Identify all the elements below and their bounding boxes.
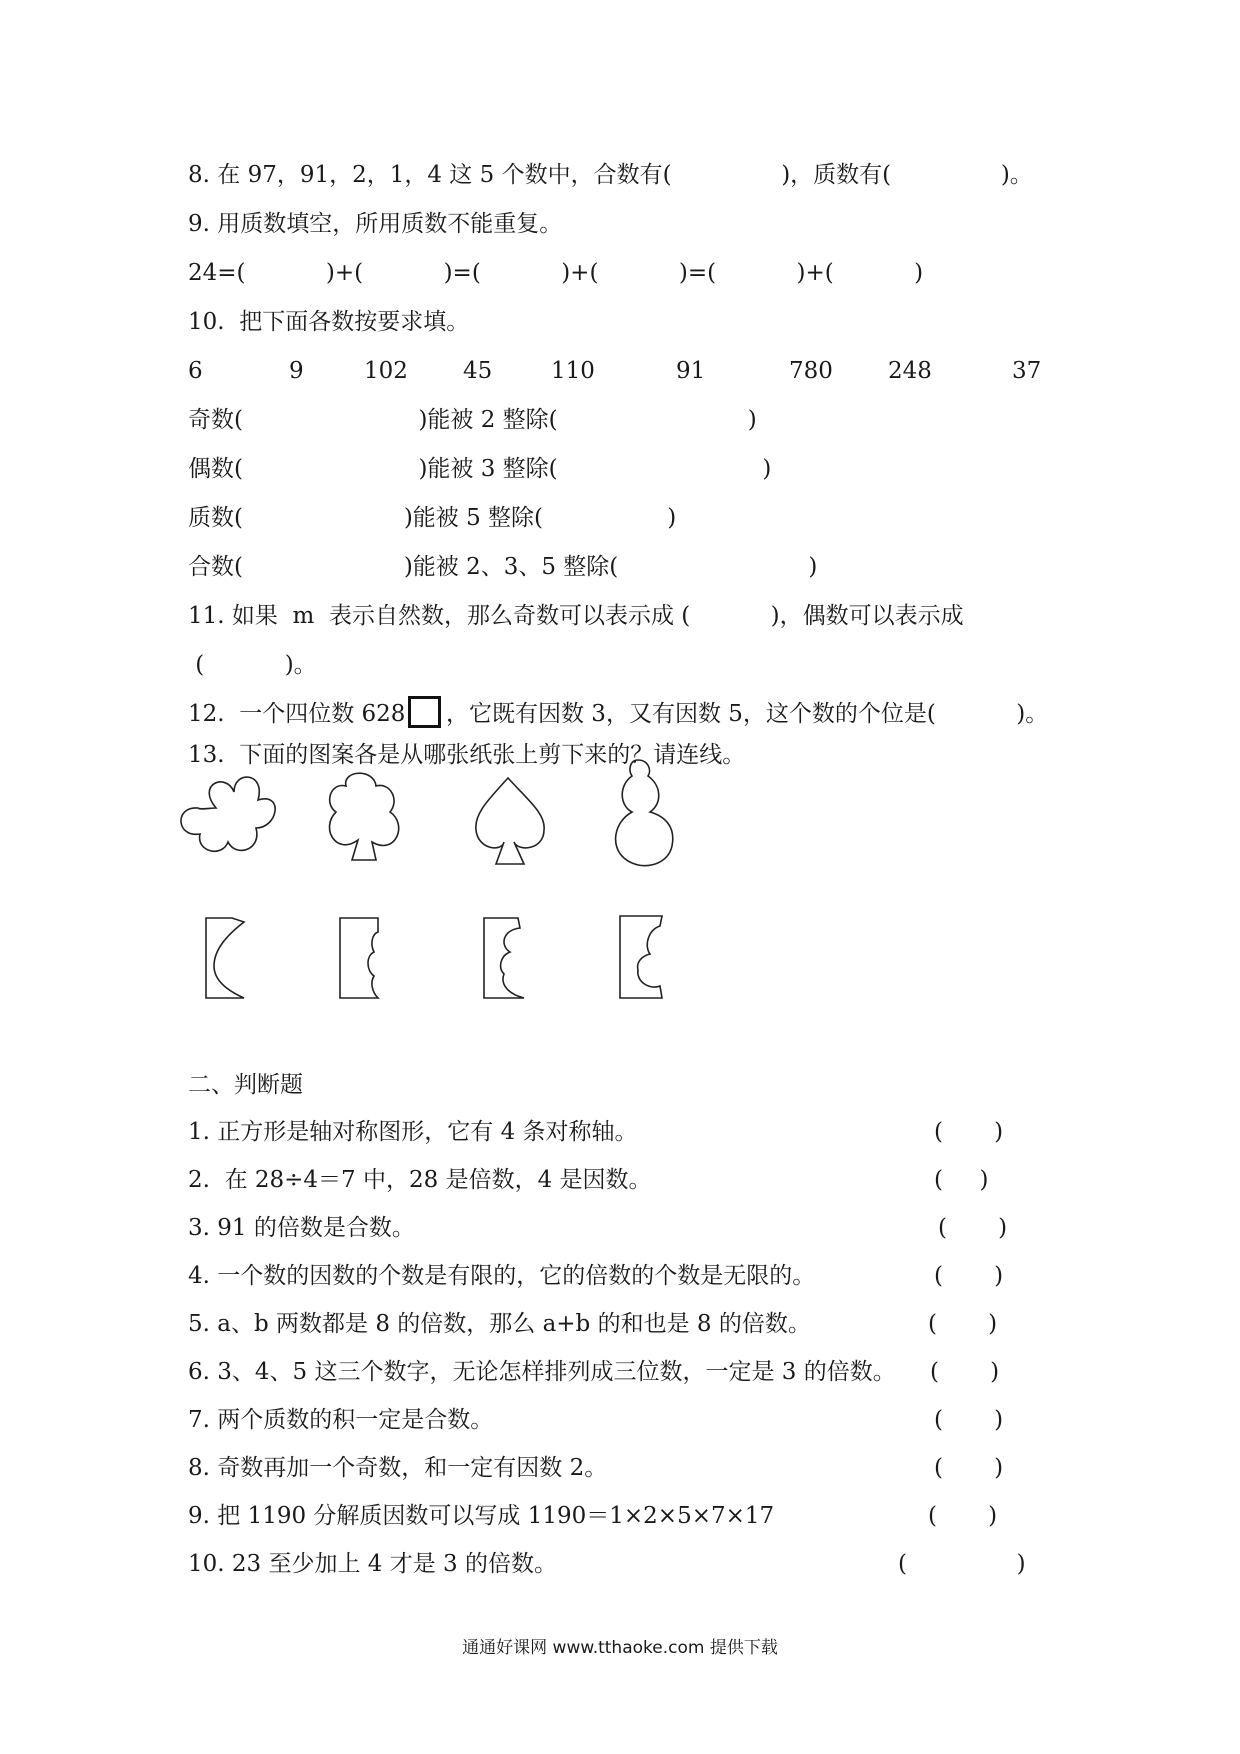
judgement-item: 3. 91 的倍数是合数。 [188,1215,415,1241]
judgement-item: 1. 正方形是轴对称图形，它有 4 条对称轴。 [188,1119,638,1145]
judgement-item: 9. 把 1190 分解质因数可以写成 1190＝1×2×5×7×17 [188,1503,775,1529]
paper-piece-3 [484,918,524,998]
question-12-suffix: ，它既有因数 3，又有因数 5，这个数的个位是( )。 [446,701,1049,727]
spade-figure [476,778,544,864]
section-2-title: 二、判断题 [188,1072,303,1098]
trefoil-figure [181,777,275,851]
number-item: 248 [888,358,932,384]
club-figure [330,773,399,860]
question-10: 10. 把下面各数按要求填。 [188,309,470,335]
judgement-paren: ( ) [938,1215,1008,1241]
judgement-paren: ( ) [934,1263,1004,1289]
judgement-item: 4. 一个数的因数的个数是有限的，它的倍数的个数是无限的。 [188,1263,816,1289]
judgement-paren: ( ) [928,1311,998,1337]
judgement-item: 10. 23 至少加上 4 才是 3 的倍数。 [188,1551,557,1577]
number-item: 45 [463,358,493,384]
question-10-row: 奇数( )能被 2 整除( ) [188,407,757,433]
judgement-item: 7. 两个质数的积一定是合数。 [188,1407,494,1433]
number-item: 780 [789,358,833,384]
number-item: 102 [364,358,408,384]
page-footer: 通通好课网 www.tthaoke.com 提供下载 [462,1638,778,1658]
question-11-line1: 11. 如果 m 表示自然数，那么奇数可以表示成 ( )，偶数可以表示成 [188,603,964,629]
number-item: 9 [289,358,304,384]
judgement-paren: ( ) [898,1551,1026,1577]
question-11-line2: ( )。 [188,652,317,678]
question-12-prefix: 12. 一个四位数 628 [188,701,406,727]
paper-piece-4 [620,916,662,998]
question-10-row: 质数( )能被 5 整除( ) [188,505,677,531]
question-8: 8. 在 97，91，2，1，4 这 5 个数中，合数有( )，质数有( )。 [188,162,1033,188]
judgement-item: 5. a、b 两数都是 8 的倍数，那么 a+b 的和也是 8 的倍数。 [188,1311,811,1337]
judgement-paren: ( ) [934,1167,989,1193]
question-10-row: 合数( )能被 2、3、5 整除( ) [188,554,818,580]
judgement-item: 2. 在 28÷4＝7 中，28 是倍数，4 是因数。 [188,1167,652,1193]
number-item: 6 [188,358,203,384]
number-item: 37 [1012,358,1042,384]
question-9: 9. 用质数填空，所用质数不能重复。 [188,211,563,237]
judgement-paren: ( ) [928,1503,998,1529]
paper-piece-2 [340,918,378,998]
gourd-figure [616,760,673,866]
number-item: 91 [676,358,706,384]
question-10-row: 偶数( )能被 3 整除( ) [188,456,772,482]
paper-piece-1 [206,918,244,998]
judgement-item: 8. 奇数再加一个奇数，和一定有因数 2。 [188,1455,608,1481]
question-13: 13. 下面的图案各是从哪张纸张上剪下来的？请连线。 [188,742,746,768]
judgement-paren: ( ) [934,1119,1004,1145]
judgement-item: 6. 3、4、5 这三个数字，无论怎样排列成三位数，一定是 3 的倍数。 [188,1359,896,1385]
number-item: 110 [551,358,595,384]
judgement-paren: ( ) [934,1407,1004,1433]
judgement-paren: ( ) [930,1359,1000,1385]
judgement-paren: ( ) [934,1455,1004,1481]
question-9-equation: 24=( )+( )=( )+( )=( )+( ) [188,260,924,286]
